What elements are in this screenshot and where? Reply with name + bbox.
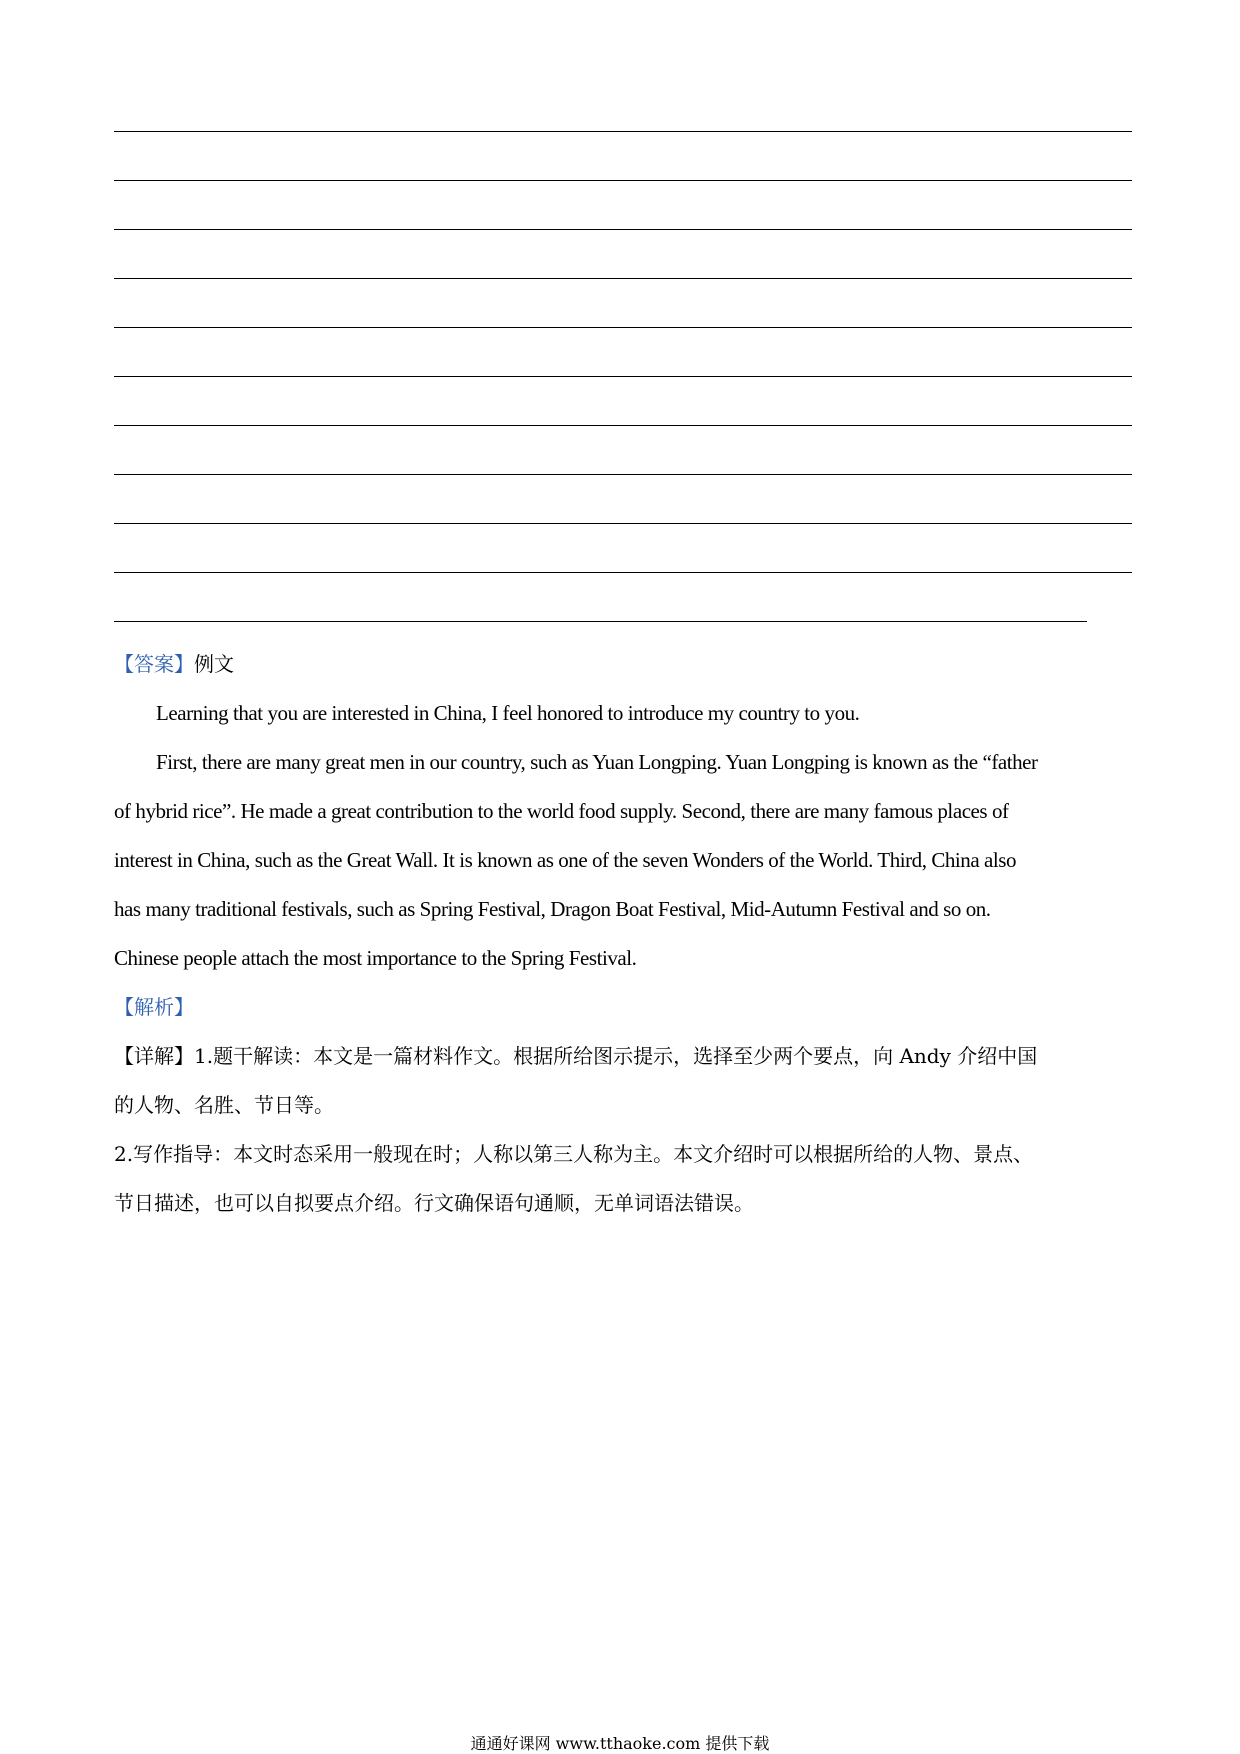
- page-footer: 通通好课网 www.tthaoke.com 提供下载: [470, 1734, 770, 1753]
- essay-paragraph-2: [114, 738, 1134, 983]
- answer-tag: 【答案】: [114, 652, 194, 676]
- writing-line: [114, 278, 1132, 279]
- writing-line: [114, 327, 1132, 328]
- essay-line: First, there are many great men in our country, such as Yuan Longping. Yuan Longping is known as the “father: [156, 750, 1038, 774]
- detail-line: 的人物、名胜、节日等。: [114, 1093, 334, 1117]
- detail-text: 1.题干解读：本文是一篇材料作文。根据所给图示提示，选择至少两个要点，向 Andy 介绍中国: [194, 1044, 1038, 1068]
- writing-line: [114, 229, 1132, 230]
- essay-line: Learning that you are interested in China, I feel honored to introduce my country to you.: [156, 701, 860, 725]
- analysis-tag: 【解析】: [114, 995, 194, 1019]
- writing-line: [114, 131, 1132, 132]
- detail-line: 2.写作指导：本文时态采用一般现在时；人称以第三人称为主。本文介绍时可以根据所给的人物、景点、: [114, 1142, 1034, 1166]
- essay-line: has many traditional festivals, such as Spring Festival, Dragon Boat Festival, Mid-Autumn Festival and so on.: [114, 897, 991, 921]
- writing-line: [114, 474, 1132, 475]
- essay-paragraph-1: [114, 689, 1134, 738]
- answer-section: [114, 640, 1134, 1228]
- writing-lines: [114, 0, 1132, 640]
- analysis-heading: [114, 983, 1134, 1032]
- answer-heading: [114, 640, 1134, 689]
- answer-label: 例文: [194, 652, 234, 676]
- writing-line: [114, 180, 1132, 181]
- essay-line: Chinese people attach the most importance to the Spring Festival.: [114, 946, 637, 970]
- detail-section: [114, 1032, 1134, 1228]
- detail-line: 节日描述，也可以自拟要点介绍。行文确保语句通顺，无单词语法错误。: [114, 1191, 754, 1215]
- writing-line: [114, 572, 1132, 573]
- detail-tag: 【详解】: [114, 1044, 194, 1068]
- essay-line: of hybrid rice”. He made a great contribution to the world food supply. Second, there are many famous places of: [114, 799, 1009, 823]
- writing-line: [114, 621, 1087, 622]
- writing-line: [114, 523, 1132, 524]
- writing-line: [114, 376, 1132, 377]
- essay-line: interest in China, such as the Great Wall. It is known as one of the seven Wonders of the World. Third, China also: [114, 848, 1017, 872]
- detail-line: [114, 1032, 1134, 1081]
- writing-line: [114, 425, 1132, 426]
